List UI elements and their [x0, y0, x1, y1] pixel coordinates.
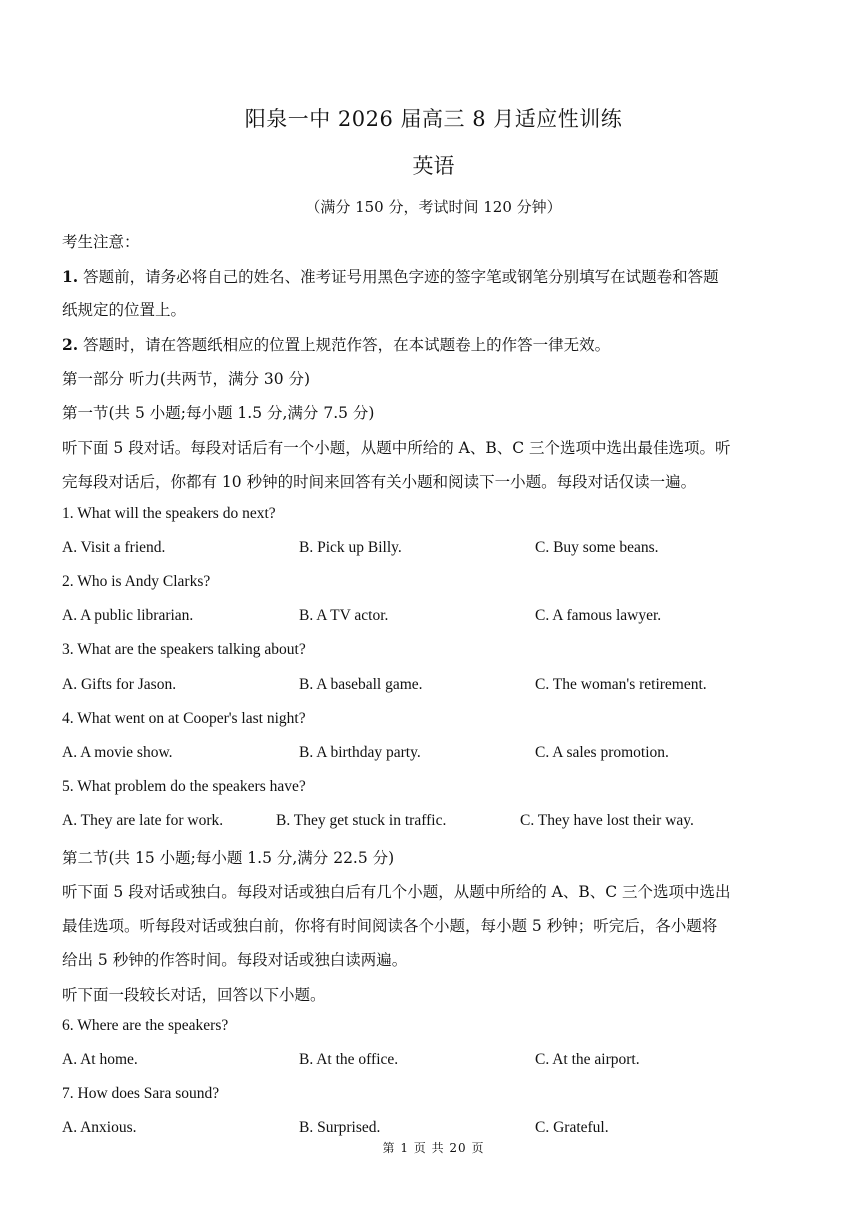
section1-heading: 第一节(共 5 小题;每小题 1.5 分,满分 7.5 分): [62, 404, 375, 422]
notice-item-2-text: 答题时，请在答题纸相应的位置上规范作答，在本试题卷上的作答一律无效。: [83, 336, 611, 354]
section1-instruction-line-1: 听下面 5 段对话。每段对话后有一个小题，从题中所给的 A、B、C 三个选项中选出最佳选项。听: [62, 439, 731, 457]
notice-heading: 考生注意：: [62, 233, 140, 251]
question-6: 6. Where are the speakers?: [62, 1017, 229, 1034]
question-1-option-a: A. Visit a friend.: [62, 539, 166, 556]
question-7-option-b: B. Surprised.: [299, 1119, 381, 1136]
question-1-option-b: B. Pick up Billy.: [299, 539, 402, 556]
question-3-option-b: B. A baseball game.: [299, 676, 423, 693]
question-1-option-c: C. Buy some beans.: [535, 539, 659, 556]
section2-instruction-line-3: 给出 5 秒钟的作答时间。每段对话或独白读两遍。: [62, 951, 408, 969]
section2-instruction-line-2: 最佳选项。听每段对话或独白前，你将有时间阅读各个小题，每小题 5 秒钟；听完后，各小题将: [62, 917, 718, 935]
question-5-option-b: B. They get stuck in traffic.: [276, 812, 447, 829]
exam-subject: 英语: [412, 154, 455, 178]
section2-instruction-line-1: 听下面 5 段对话或独白。每段对话或独白后有几个小题，从题中所给的 A、B、C 三个选项中选出: [62, 883, 731, 901]
question-2-option-a: A. A public librarian.: [62, 607, 194, 624]
question-3-option-a: A. Gifts for Jason.: [62, 676, 177, 693]
question-4-option-b: B. A birthday party.: [299, 744, 421, 761]
question-2-option-c: C. A famous lawyer.: [535, 607, 662, 624]
question-7: 7. How does Sara sound?: [62, 1085, 220, 1102]
question-4-option-a: A. A movie show.: [62, 744, 173, 761]
question-6-option-c: C. At the airport.: [535, 1051, 640, 1068]
question-1: 1. What will the speakers do next?: [62, 505, 276, 522]
section1-instruction-line-2: 完每段对话后，你都有 10 秒钟的时间来回答有关小题和阅读下一小题。每段对话仅读一遍。: [62, 473, 697, 491]
question-6-option-b: B. At the office.: [299, 1051, 399, 1068]
question-6-option-a: A. At home.: [62, 1051, 138, 1068]
question-5-option-c: C. They have lost their way.: [520, 812, 694, 829]
question-7-option-c: C. Grateful.: [535, 1119, 609, 1136]
question-3: 3. What are the speakers talking about?: [62, 641, 306, 658]
exam-title: 阳泉一中 2026 届高三 8 月适应性训练: [244, 107, 623, 131]
notice-item-2-number: 2.: [62, 335, 79, 354]
question-3-option-c: C. The woman's retirement.: [535, 676, 707, 693]
section2-lead: 听下面一段较长对话，回答以下小题。: [62, 986, 326, 1004]
notice-item-2: [62, 333, 610, 355]
question-4-option-c: C. A sales promotion.: [535, 744, 669, 761]
question-7-option-a: A. Anxious.: [62, 1119, 137, 1136]
notice-item-1-text: 答题前，请务必将自己的姓名、准考证号用黑色字迹的签字笔或钢笔分别填写在试题卷和答题: [83, 268, 719, 286]
question-5-option-a: A. They are late for work.: [62, 812, 224, 829]
question-4: 4. What went on at Cooper's last night?: [62, 710, 306, 727]
question-5: 5. What problem do the speakers have?: [62, 778, 306, 795]
notice-item-1-number: 1.: [62, 267, 79, 286]
question-2-option-b: B. A TV actor.: [299, 607, 389, 624]
question-2: 2. Who is Andy Clarks?: [62, 573, 211, 590]
score-info: （满分 150 分，考试时间 120 分钟）: [305, 198, 562, 216]
notice-item-1-line-1: [62, 265, 719, 287]
part1-heading: 第一部分 听力(共两节，满分 30 分): [62, 370, 311, 388]
page-footer: 第 1 页 共 20 页: [382, 1141, 485, 1155]
notice-item-1-line-2: 纸规定的位置上。: [62, 301, 187, 319]
section2-heading: 第二节(共 15 小题;每小题 1.5 分,满分 22.5 分): [62, 849, 395, 867]
